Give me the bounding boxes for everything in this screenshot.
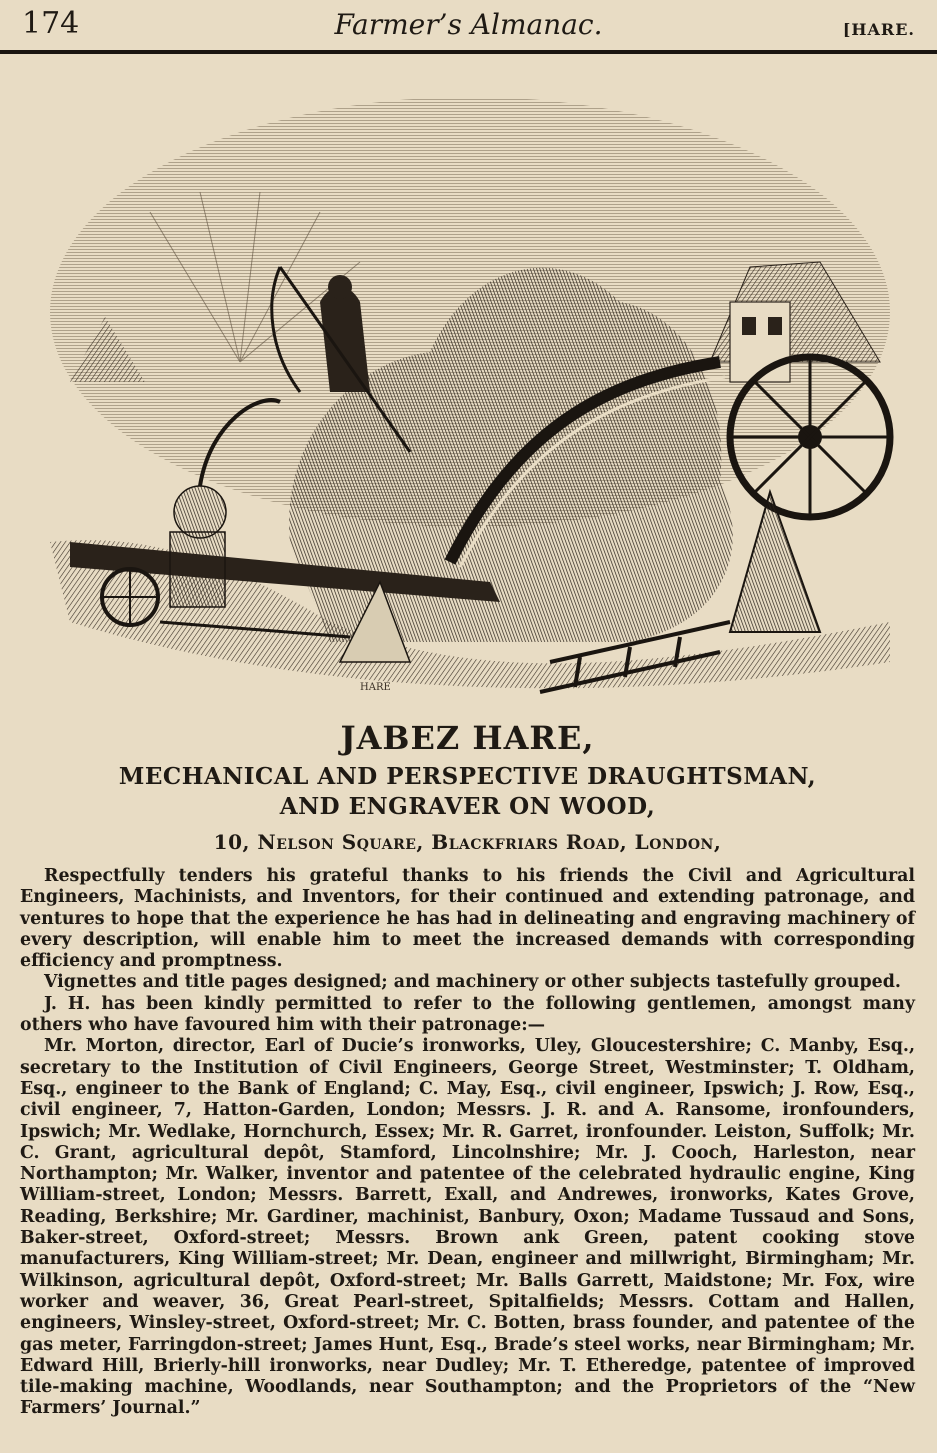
advertisement [20, 718, 915, 1420]
engraver-signature: HARE [360, 682, 391, 693]
paragraph-references-list: Mr. Morton, director, Earl of Ducie’s ironworks, Uley, Gloucestershire; C. Manby, Esq., secretary to the Institution of Civil Engineers, George Street, Westminster; T. Oldham, Esq., engineer to the Bank of England; C. May, Esq., civil engineer, Ipswich; J. Row, Esq., civil engineer, 7, Hatton-Garden, London; Messrs. J. R. and A. Ransome, ironfounders, Ipswich; Mr. Wedlake, Hornchurch, Essex; Mr. R. Garret, ironfounder. Leiston, Suffolk; Mr. C. Grant, agricultural depôt, Stamford, Lincolnshire; Mr. J. Cooch, Harleston, near Northampton; Mr. Walker, inventor and patentee of the celebrated hydraulic engine, King William-street, London; Messrs. Barrett, Exall, and Andrewes, ironworks, Kates Grove, Reading, Berkshire; Mr. Gardiner, machinist, Banbury, Oxon; Madame Tussaud and Sons, Baker-street, Oxford-street; Messrs. Brown ank Green, patent cooking stove manufacturers, King William-street; Mr. Dean, engineer and millwright, Birmingham; Mr. Wilkinson, agricultural depôt, Oxford-street; Mr. Balls Garrett, Maidstone; Mr. Fox, wire worker and weaver, 36, Great Pearl-street, Spitalfields; Messrs. Cottam and Hallen, engineers, Winsley-street, Oxford-street; Mr. C. Botten, brass founder, and patentee of the gas meter, Farringdon-street; James Hunt, Esq., Brade’s steel works, near Birmingham; Mr. Edward Hill, Brierly-hill ironworks, near Dudley; Mr. T. Etheredge, patentee of improved tile-making machine, Woodlands, near Southampton; and the Proprietors of the “New Farmers’ Journal.” [20, 1036, 915, 1419]
small-wheel [102, 569, 158, 625]
paragraph-references-intro: J. H. has been kindly permitted to refer to the following gentlemen, amongst many others who have favoured him with their patronage:— [20, 993, 915, 1036]
running-head [0, 0, 937, 54]
engraving-illustration [30, 62, 910, 702]
profession-line-1: MECHANICAL AND PERSPECTIVE DRAUGHTSMAN, [118, 763, 817, 790]
page-number: 174 [22, 6, 80, 41]
running-title: Farmer’s Almanac. [334, 8, 603, 41]
advertiser-name: JABEZ HARE, [340, 719, 595, 757]
profession-line-2: AND ENGRAVER ON WOOD, [279, 793, 656, 820]
paragraph-vignettes: Vignettes and title pages designed; and machinery or other subjects tastefully grouped. [44, 972, 901, 993]
advertisement-body [20, 866, 915, 1420]
paragraph-thanks: Respectfully tenders his grateful thanks to his friends the Civil and Agricultural Engineers, Machinists, and Inventors, for their continued and extending patronage, and ventures to hope that the experience he has had in delineating and engraving machinery of every description, will enable him to meet the increased demands with corresponding efficiency and promptness. [20, 866, 915, 972]
section-tag: [HARE. [842, 20, 915, 39]
agricultural-machinery-engraving [30, 62, 910, 702]
address: 10, Nelson Square, Blackfriars Road, London, [213, 830, 722, 854]
